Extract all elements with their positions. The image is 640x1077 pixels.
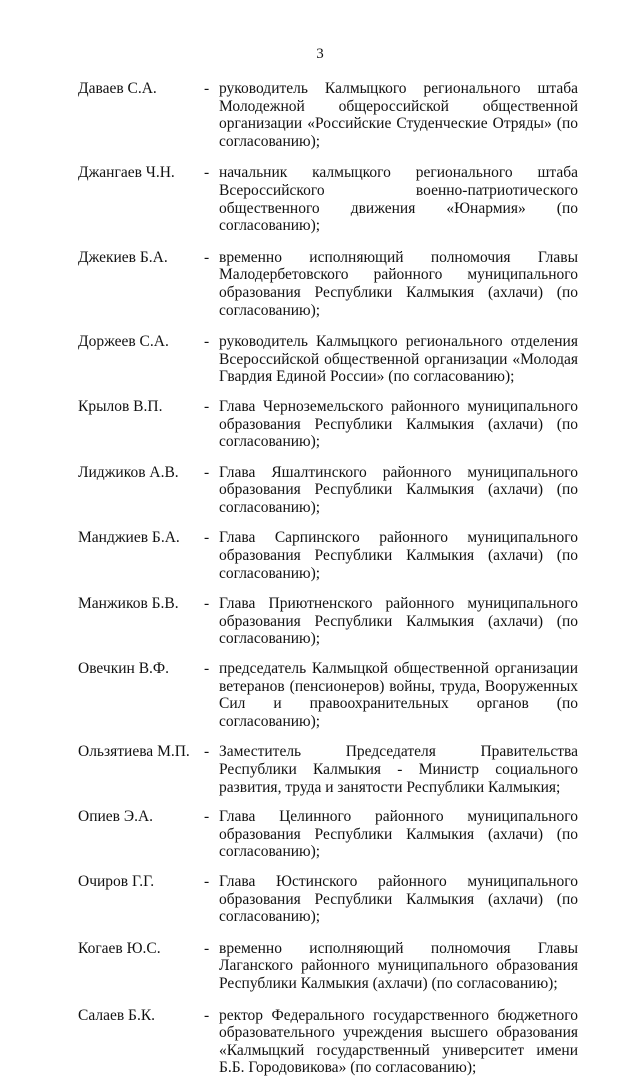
member-name: Салаев Б.К. bbox=[78, 1006, 156, 1024]
list-dash: - bbox=[204, 660, 210, 678]
member-name: Очиров Г.Г. bbox=[78, 872, 155, 890]
list-dash: - bbox=[204, 333, 210, 351]
member-position: временно исполняющий полномочия Главы Лаганского районного муниципального образования Республики Калмыкия (ахлачи) (по согласованию); bbox=[219, 939, 578, 992]
member-position: Глава Целинного районного муниципального образования Республики Калмыкия (ахлачи) (по согласованию); bbox=[219, 808, 578, 861]
member-position: Глава Приютненского районного муниципального образования Республики Калмыкия (ахлачи) (по согласованию); bbox=[219, 595, 578, 648]
list-item bbox=[78, 80, 578, 150]
member-name: Когаев Ю.С. bbox=[78, 939, 161, 957]
list-item bbox=[78, 660, 578, 730]
list-item bbox=[78, 164, 578, 234]
list-item bbox=[78, 529, 578, 582]
list-dash: - bbox=[204, 595, 210, 613]
member-name: Даваев С.А. bbox=[78, 80, 157, 97]
list-dash: - bbox=[204, 872, 210, 890]
member-name: Доржеев С.А. bbox=[78, 333, 169, 351]
list-dash: - bbox=[204, 397, 210, 415]
list-item bbox=[78, 808, 578, 861]
list-item bbox=[78, 940, 578, 993]
list-item bbox=[78, 333, 578, 386]
list-item bbox=[78, 398, 578, 451]
list-dash: - bbox=[204, 463, 210, 481]
member-position: руководитель Калмыцкого регионального отделения Всероссийской общественной организации «Молодая Гвардия Единой России» (по согласованию); bbox=[219, 333, 578, 386]
member-name: Лиджиков А.В. bbox=[78, 463, 179, 481]
member-position: ректор Федерального государственного бюджетного образовательного учреждения высшего образования «Калмыцкий государственный университет имени Б.Б. Городовикова» (по согласованию); bbox=[219, 1006, 578, 1077]
member-position: Заместитель Председателя Правительства Республики Калмыкия - Министр социального развития, труда и занятости Республики Калмыкия; bbox=[219, 743, 578, 796]
page-number: 3 bbox=[316, 46, 324, 62]
member-name: Крылов В.П. bbox=[78, 397, 163, 415]
list-dash: - bbox=[204, 1006, 210, 1024]
list-dash: - bbox=[204, 529, 210, 547]
member-position: Глава Черноземельского районного муниципального образования Республики Калмыкия (ахлачи) (по согласованию); bbox=[219, 397, 578, 451]
list-dash: - bbox=[204, 80, 210, 97]
list-dash: - bbox=[204, 164, 210, 182]
member-position: Глава Юстинского районного муниципального образования Республики Калмыкия (ахлачи) (по согласованию); bbox=[219, 872, 578, 926]
member-position: председатель Калмыцкой общественной организации ветеранов (пенсионеров) войны, труда, Вооруженных Сил и правоохранительных органов (по согласованию); bbox=[219, 660, 578, 730]
list-item bbox=[78, 595, 578, 648]
member-name: Джангаев Ч.Н. bbox=[78, 164, 175, 182]
list-dash: - bbox=[204, 939, 210, 957]
list-item bbox=[78, 1007, 578, 1077]
member-name: Джекиев Б.А. bbox=[78, 248, 168, 266]
member-position: Глава Сарпинского районного муниципального образования Республики Калмыкия (ахлачи) (по согласованию); bbox=[219, 529, 578, 582]
member-position: начальник калмыцкого регионального штаба Всероссийского военно-патриотического общественного движения «Юнармия» (по согласованию); bbox=[219, 164, 578, 235]
list-item bbox=[78, 743, 578, 796]
member-name: Манджиев Б.А. bbox=[78, 529, 180, 547]
member-name: Опиев Э.А. bbox=[78, 808, 154, 826]
list-dash: - bbox=[204, 808, 210, 826]
list-dash: - bbox=[204, 248, 210, 266]
member-name: Манжиков Б.В. bbox=[78, 595, 179, 613]
list-dash: - bbox=[204, 743, 210, 761]
member-position: Глава Яшалтинского районного муниципального образования Республики Калмыкия (ахлачи) (по согласованию); bbox=[219, 463, 578, 516]
member-name: Овечкин В.Ф. bbox=[78, 660, 170, 678]
list-item bbox=[78, 249, 578, 319]
member-name: Ользятиева М.П. bbox=[78, 743, 190, 761]
member-list bbox=[78, 80, 578, 1077]
member-position: временно исполняющий полномочия Главы Малодербетовского районного муниципального образования Республики Калмыкия (ахлачи) (по согласованию); bbox=[219, 248, 578, 319]
member-position: руководитель Калмыцкого регионального штаба Молодежной общероссийской общественной организации «Российские Студенческие Отряды» (по согласованию); bbox=[219, 80, 578, 150]
list-item bbox=[78, 873, 578, 926]
list-item bbox=[78, 464, 578, 517]
